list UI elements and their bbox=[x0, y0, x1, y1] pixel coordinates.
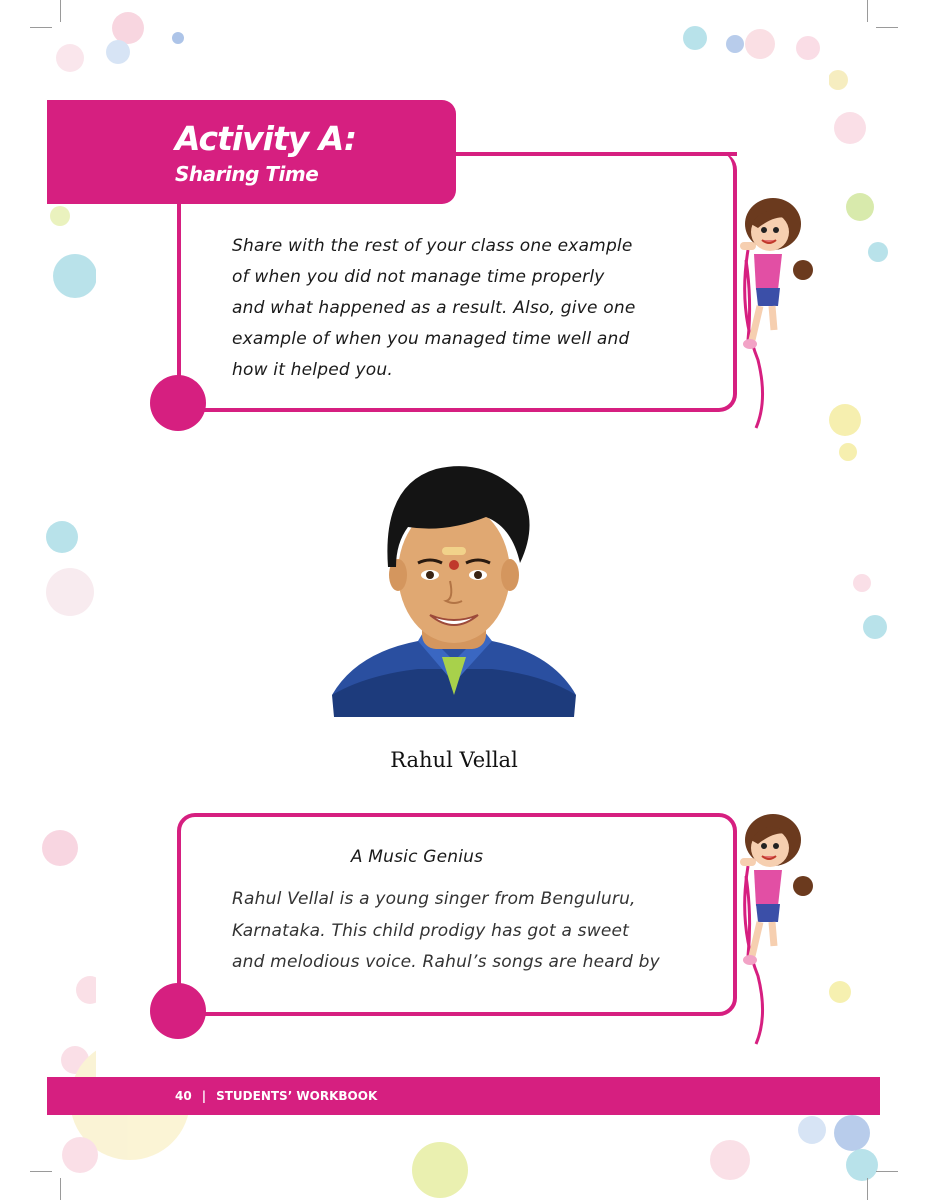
book-title: STUDENTS’ WORKBOOK bbox=[216, 1089, 378, 1103]
instruction-line: how it helped you. bbox=[232, 360, 393, 380]
crop-mark bbox=[30, 1171, 52, 1172]
crop-mark bbox=[876, 1171, 898, 1172]
page-number: 40 bbox=[175, 1089, 192, 1103]
girl-climbing-illustration bbox=[718, 806, 822, 1046]
portrait-caption: Rahul Vellal bbox=[390, 748, 518, 772]
activity-title: Activity A: bbox=[175, 119, 357, 158]
story-line: Rahul Vellal is a young singer from Benguluru, bbox=[232, 889, 636, 909]
instruction-line: and what happened as a result. Also, give one bbox=[232, 298, 636, 318]
crop-mark bbox=[60, 1178, 61, 1200]
instruction-line: example of when you managed time well and bbox=[232, 329, 630, 349]
girl-climbing-illustration bbox=[718, 190, 822, 430]
footer bbox=[175, 1089, 377, 1103]
instruction-line: of when you did not manage time properly bbox=[232, 267, 605, 287]
rahul-vellal-portrait bbox=[326, 455, 582, 720]
activity-box-dot bbox=[150, 375, 206, 431]
footer-separator: | bbox=[201, 1089, 207, 1103]
activity-instructions bbox=[232, 231, 642, 386]
activity-box-top-border bbox=[454, 152, 737, 156]
crop-mark bbox=[867, 0, 868, 22]
crop-mark bbox=[876, 27, 898, 28]
crop-mark bbox=[867, 1178, 868, 1200]
story-line: Karnataka. This child prodigy has got a sweet bbox=[232, 920, 630, 941]
instruction-line: Share with the rest of your class one example bbox=[232, 236, 633, 256]
crop-mark bbox=[30, 27, 52, 28]
crop-mark bbox=[60, 0, 61, 22]
story-text bbox=[232, 884, 672, 979]
story-title: A Music Genius bbox=[350, 847, 484, 867]
story-box-dot bbox=[150, 983, 206, 1039]
footer-bar bbox=[47, 1077, 880, 1115]
activity-subtitle: Sharing Time bbox=[175, 162, 319, 186]
story-line: and melodious voice. Rahul’s songs are heard by bbox=[232, 952, 660, 972]
